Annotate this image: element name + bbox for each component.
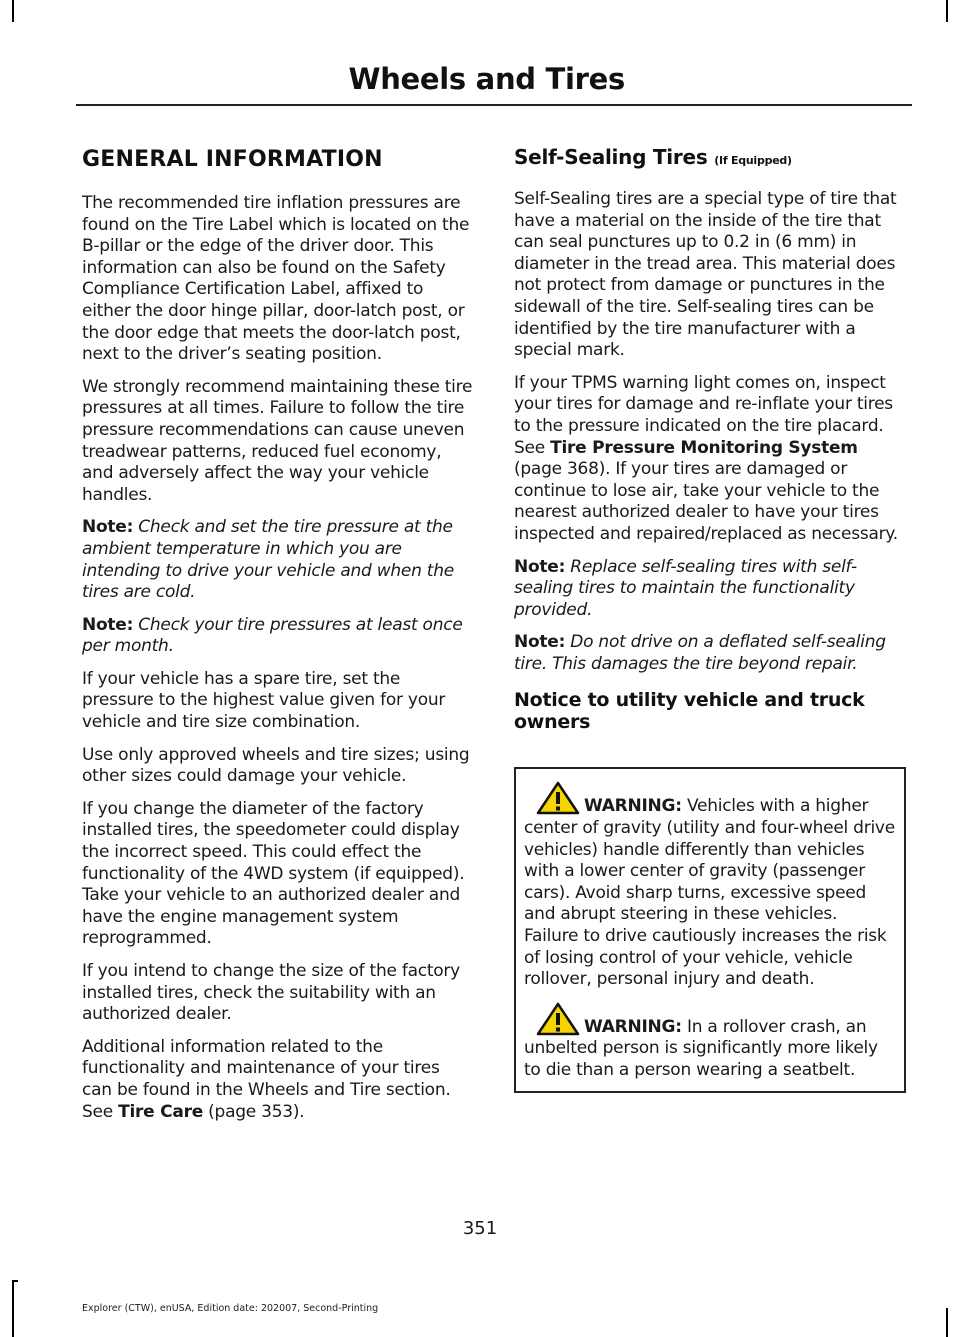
note: [82, 517, 474, 603]
section-heading-notice-utility-vehicle: Notice to utility vehicle and truck owners: [514, 689, 865, 734]
note: [82, 615, 474, 658]
paragraph: Additional information related to the functionality and maintenance of your tires can be found in the Wheels and Tire section. See Tire Care (page 353).: [82, 1036, 451, 1122]
section-heading-general-information: GENERAL INFORMATION: [82, 147, 383, 172]
warning-box: [514, 767, 906, 1092]
tpms-reference-link[interactable]: Tire Pressure Monitoring System: [550, 437, 858, 458]
warning-triangle-icon: [536, 1002, 580, 1036]
paragraph: If your TPMS warning light comes on, inspect your tires for damage and re-inflate your tires to the pressure indicated on the tire placard. See Tire Pressure Monitoring System (page 368). If your tires are damaged or continue to lose air, take your vehicle to the nearest authorized dealer to have your tires inspected and repaired/replaced as necessary.: [514, 372, 898, 544]
note-text: Check your tire pressures at least once per month.: [82, 614, 463, 657]
paragraph: We strongly recommend maintaining these tire pressures at all times. Failure to follow the tire pressure recommendations can cause uneven treadwear patterns, reduced fuel economy, and adversely affect the way your vehicle handles.: [82, 376, 473, 505]
edition-footer: Explorer (CTW), enUSA, Edition date: 202007, Second-Printing: [82, 1303, 379, 1314]
right-column: [514, 145, 906, 1093]
note-label: Note:: [514, 632, 566, 653]
warning-item: [524, 781, 896, 990]
note-label: Note:: [82, 517, 134, 538]
crop-mark-top-left: [12, 0, 14, 22]
note-label: Note:: [82, 614, 134, 635]
page-header-title: Wheels and Tires: [348, 62, 625, 96]
note-text: Replace self-sealing tires with self-sealing tires to maintain the functionality provided.: [514, 556, 857, 620]
tire-care-reference-link[interactable]: Tire Care: [118, 1101, 203, 1122]
note-text: Check and set the tire pressure at the ambient temperature in which you are intending to drive your vehicle and when the tires are cold.: [82, 517, 454, 603]
left-column: [82, 145, 474, 1134]
warning-text: In a rollover crash, an unbelted person is significantly more likely to die than a person wearing a seatbelt.: [524, 1016, 878, 1080]
note-text: Do not drive on a deflated self-sealing tire. This damages the tire beyond repair.: [514, 632, 886, 674]
warning-item: [524, 1002, 896, 1082]
paragraph: If you change the diameter of the factory installed tires, the speedometer could display the incorrect speed. This could effect the functionality of the 4WD system (if equipped). Take your vehicle to an authorized dealer and have the engine management system reprogrammed.: [82, 798, 465, 949]
warning-label: WARNING:: [584, 1016, 682, 1037]
paragraph: If you intend to change the size of the factory installed tires, check the suitability with an authorized dealer.: [82, 961, 460, 1025]
paragraph: Use only approved wheels and tire sizes; using other sizes could damage your vehicle.: [82, 744, 470, 787]
warning-triangle-icon: [536, 781, 580, 815]
if-equipped-qualifier: (If Equipped): [714, 154, 792, 167]
note: [514, 557, 906, 622]
note-label: Note:: [514, 556, 566, 577]
header-divider: [76, 104, 912, 106]
warning-text: Vehicles with a higher center of gravity (utility and four-wheel drive vehicles) handle differently than vehicles with a lower center of gravity (passenger cars). Avoid sharp turns, excessive speed and abrupt steering in these vehicles. Failure to drive cautiously increases the risk of losing control of your vehicle, vehicle rollover, personal injury and death.: [524, 796, 895, 990]
paragraph: The recommended tire inflation pressures are found on the Tire Label which is located on the B-pillar or the edge of the driver door. This information can also be found on the Safety Compliance Certification Label, affixed to either the door hinge pillar, door-latch post, or the door edge that meets the door-latch post, next to the driver’s seating position.: [82, 193, 470, 365]
section-heading-self-sealing-tires: Self-Sealing Tires (If Equipped): [514, 145, 792, 169]
paragraph: Self-Sealing tires are a special type of tire that have a material on the inside of the tire that can seal punctures up to 0.2 in (6 mm) in diameter in the tread area. This material does not protect from damage or punctures in the sidewall of the tire. Self-sealing tires can be identified by the tire manufacturer with a special mark.: [514, 189, 897, 361]
crop-mark-bottom-left-v: [12, 1280, 14, 1337]
page-number: 351: [462, 1218, 498, 1239]
crop-mark-top-right: [946, 0, 948, 22]
note: [514, 632, 906, 675]
paragraph: If your vehicle has a spare tire, set the pressure to the highest value given for your vehicle and tire size combination.: [82, 668, 446, 733]
warning-label: WARNING:: [584, 796, 682, 817]
crop-mark-bottom-left-h: [12, 1280, 18, 1282]
crop-mark-bottom-right: [946, 1308, 948, 1337]
